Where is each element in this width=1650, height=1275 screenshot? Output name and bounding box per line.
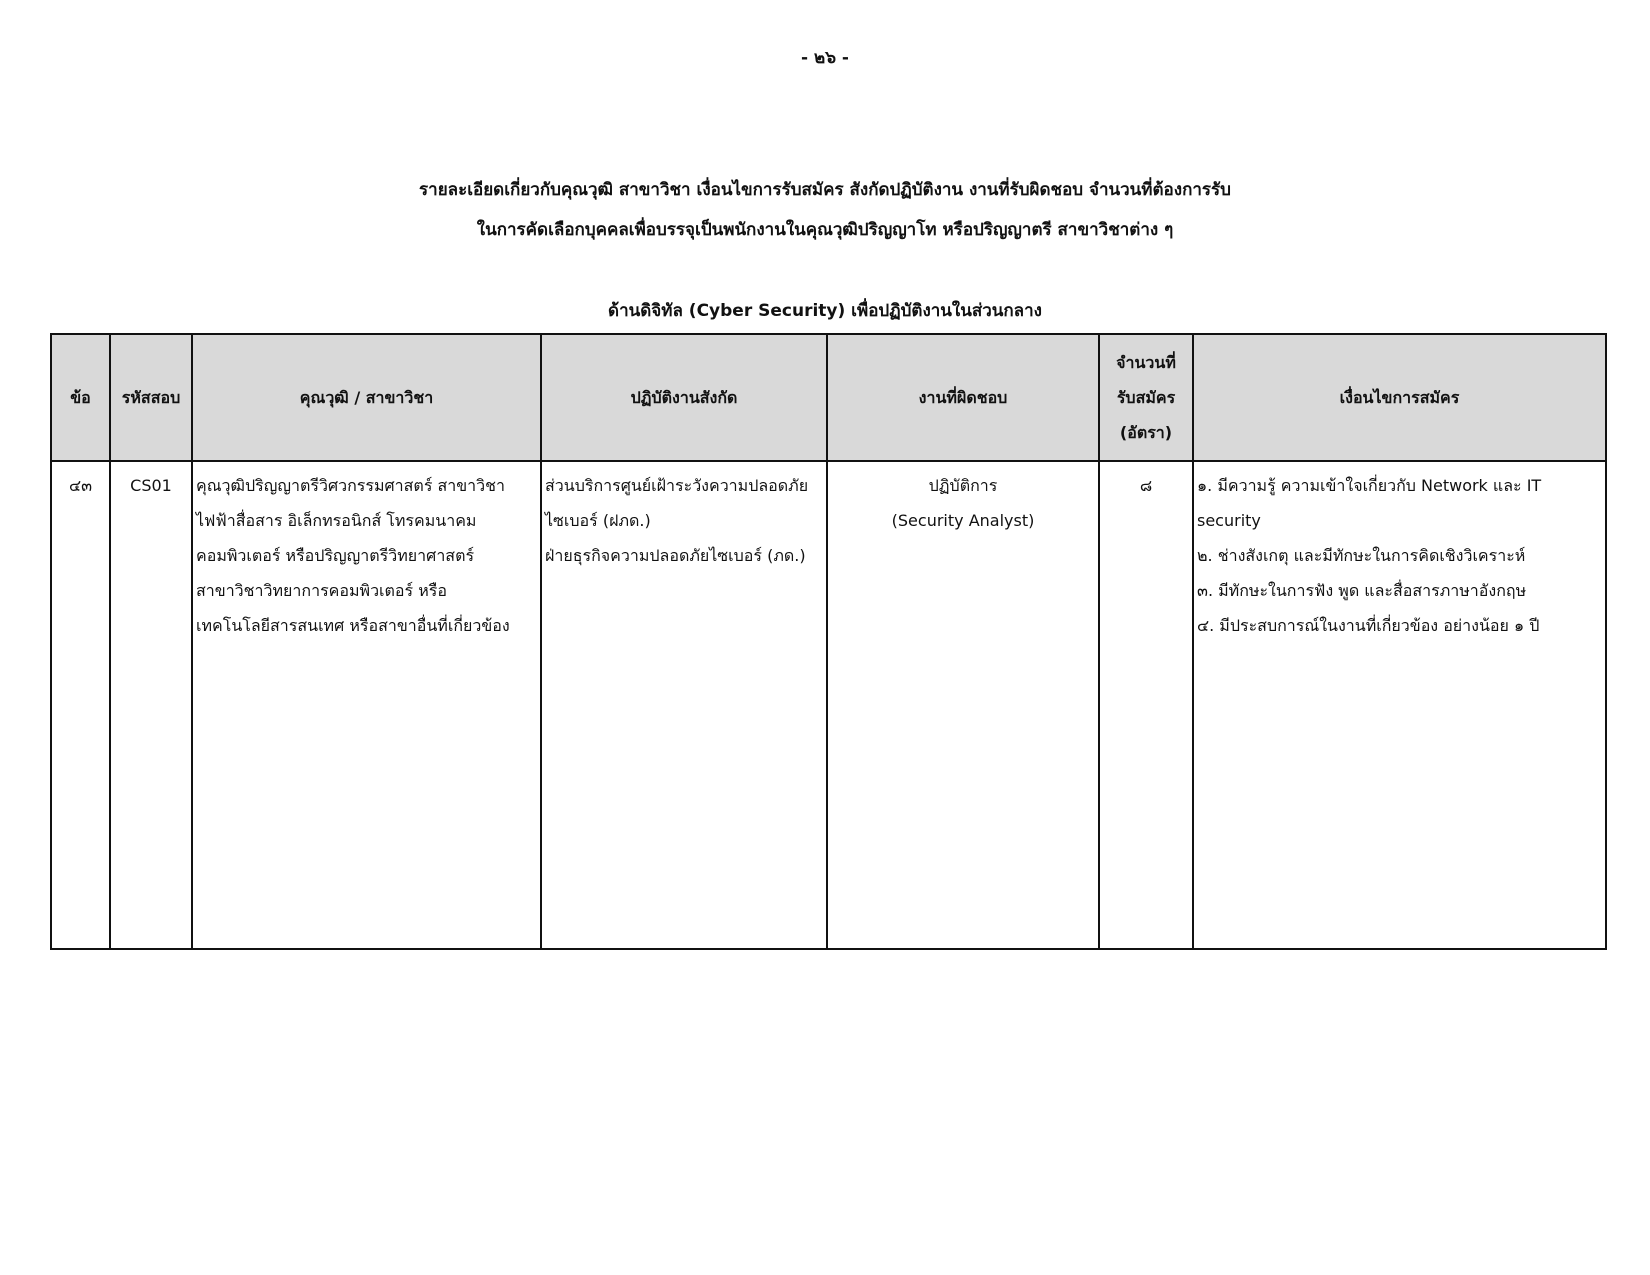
document-title-line-1: รายละเอียดเกี่ยวกับคุณวุฒิ สาขาวิชา เงื่อนไขการรับสมัคร สังกัดปฏิบัติงาน งานที่รับผิดชอบ จำนวนที่ต้องการรับ xyxy=(419,180,1231,200)
table-header-row xyxy=(51,334,1606,461)
header-responsibility: งานที่ผิดชอบ xyxy=(827,334,1099,461)
department-line: ไซเบอร์ (ฝภด.) xyxy=(545,511,651,530)
qualification-line: ไฟฟ้าสื่อสาร อิเล็กทรอนิกส์ โทรคมนาคม xyxy=(196,511,477,530)
header-qualification: คุณวุฒิ / สาขาวิชา xyxy=(192,334,541,461)
cell-count: ๘ xyxy=(1099,461,1193,949)
responsibility-line: (Security Analyst) xyxy=(891,511,1035,530)
header-count xyxy=(1099,334,1193,461)
condition-line: ๔. มีประสบการณ์ในงานที่เกี่ยวข้อง อย่างน้อย ๑ ปี xyxy=(1197,616,1540,635)
header-count-line: จำนวนที่ xyxy=(1116,353,1176,372)
department-line: ส่วนบริการศูนย์เฝ้าระวังความปลอดภัย xyxy=(545,476,809,495)
cell-qualification xyxy=(192,461,541,949)
recruitment-table xyxy=(50,333,1607,950)
cell-responsibility xyxy=(827,461,1099,949)
department-line: ฝ่ายธุรกิจความปลอดภัยไซเบอร์ (ภด.) xyxy=(545,546,806,565)
header-code: รหัสสอบ xyxy=(110,334,192,461)
cell-code: CS01 xyxy=(110,461,192,949)
condition-line: ๑. มีความรู้ ความเข้าใจเกี่ยวกับ Network และ IT xyxy=(1197,476,1542,495)
cell-conditions xyxy=(1193,461,1606,949)
header-conditions: เงื่อนไขการสมัคร xyxy=(1193,334,1606,461)
page-number: - ๒๖ - xyxy=(801,48,849,68)
condition-line: security xyxy=(1197,511,1261,530)
qualification-line: คุณวุฒิปริญญาตรีวิศวกรรมศาสตร์ สาขาวิชา xyxy=(196,476,505,495)
header-count-line: (อัตรา) xyxy=(1119,423,1173,442)
condition-line: ๒. ช่างสังเกตุ และมีทักษะในการคิดเชิงวิเคราะห์ xyxy=(1197,546,1526,565)
responsibility-line: ปฏิบัติการ xyxy=(928,476,998,495)
cell-no: ๔๓ xyxy=(51,461,110,949)
header-department: ปฏิบัติงานสังกัด xyxy=(541,334,827,461)
condition-line: ๓. มีทักษะในการฟัง พูด และสื่อสารภาษาอังกฤษ xyxy=(1197,581,1527,600)
qualification-line: สาขาวิชาวิทยาการคอมพิวเตอร์ หรือ xyxy=(196,581,447,600)
document-title-line-2: ในการคัดเลือกบุคคลเพื่อบรรจุเป็นพนักงานในคุณวุฒิปริญญาโท หรือปริญญาตรี สาขาวิชาต่าง ๆ xyxy=(476,220,1174,240)
header-count-line: รับสมัคร xyxy=(1116,388,1176,407)
cell-department xyxy=(541,461,827,949)
qualification-line: เทคโนโลยีสารสนเทศ หรือสาขาอื่นที่เกี่ยวข้อง xyxy=(196,616,510,635)
section-title: ด้านดิจิทัล (Cyber Security) เพื่อปฏิบัติงานในส่วนกลาง xyxy=(608,301,1042,321)
header-no: ข้อ xyxy=(51,334,110,461)
qualification-line: คอมพิวเตอร์ หรือปริญญาตรีวิทยาศาสตร์ xyxy=(196,546,475,565)
table-row xyxy=(51,461,1606,949)
